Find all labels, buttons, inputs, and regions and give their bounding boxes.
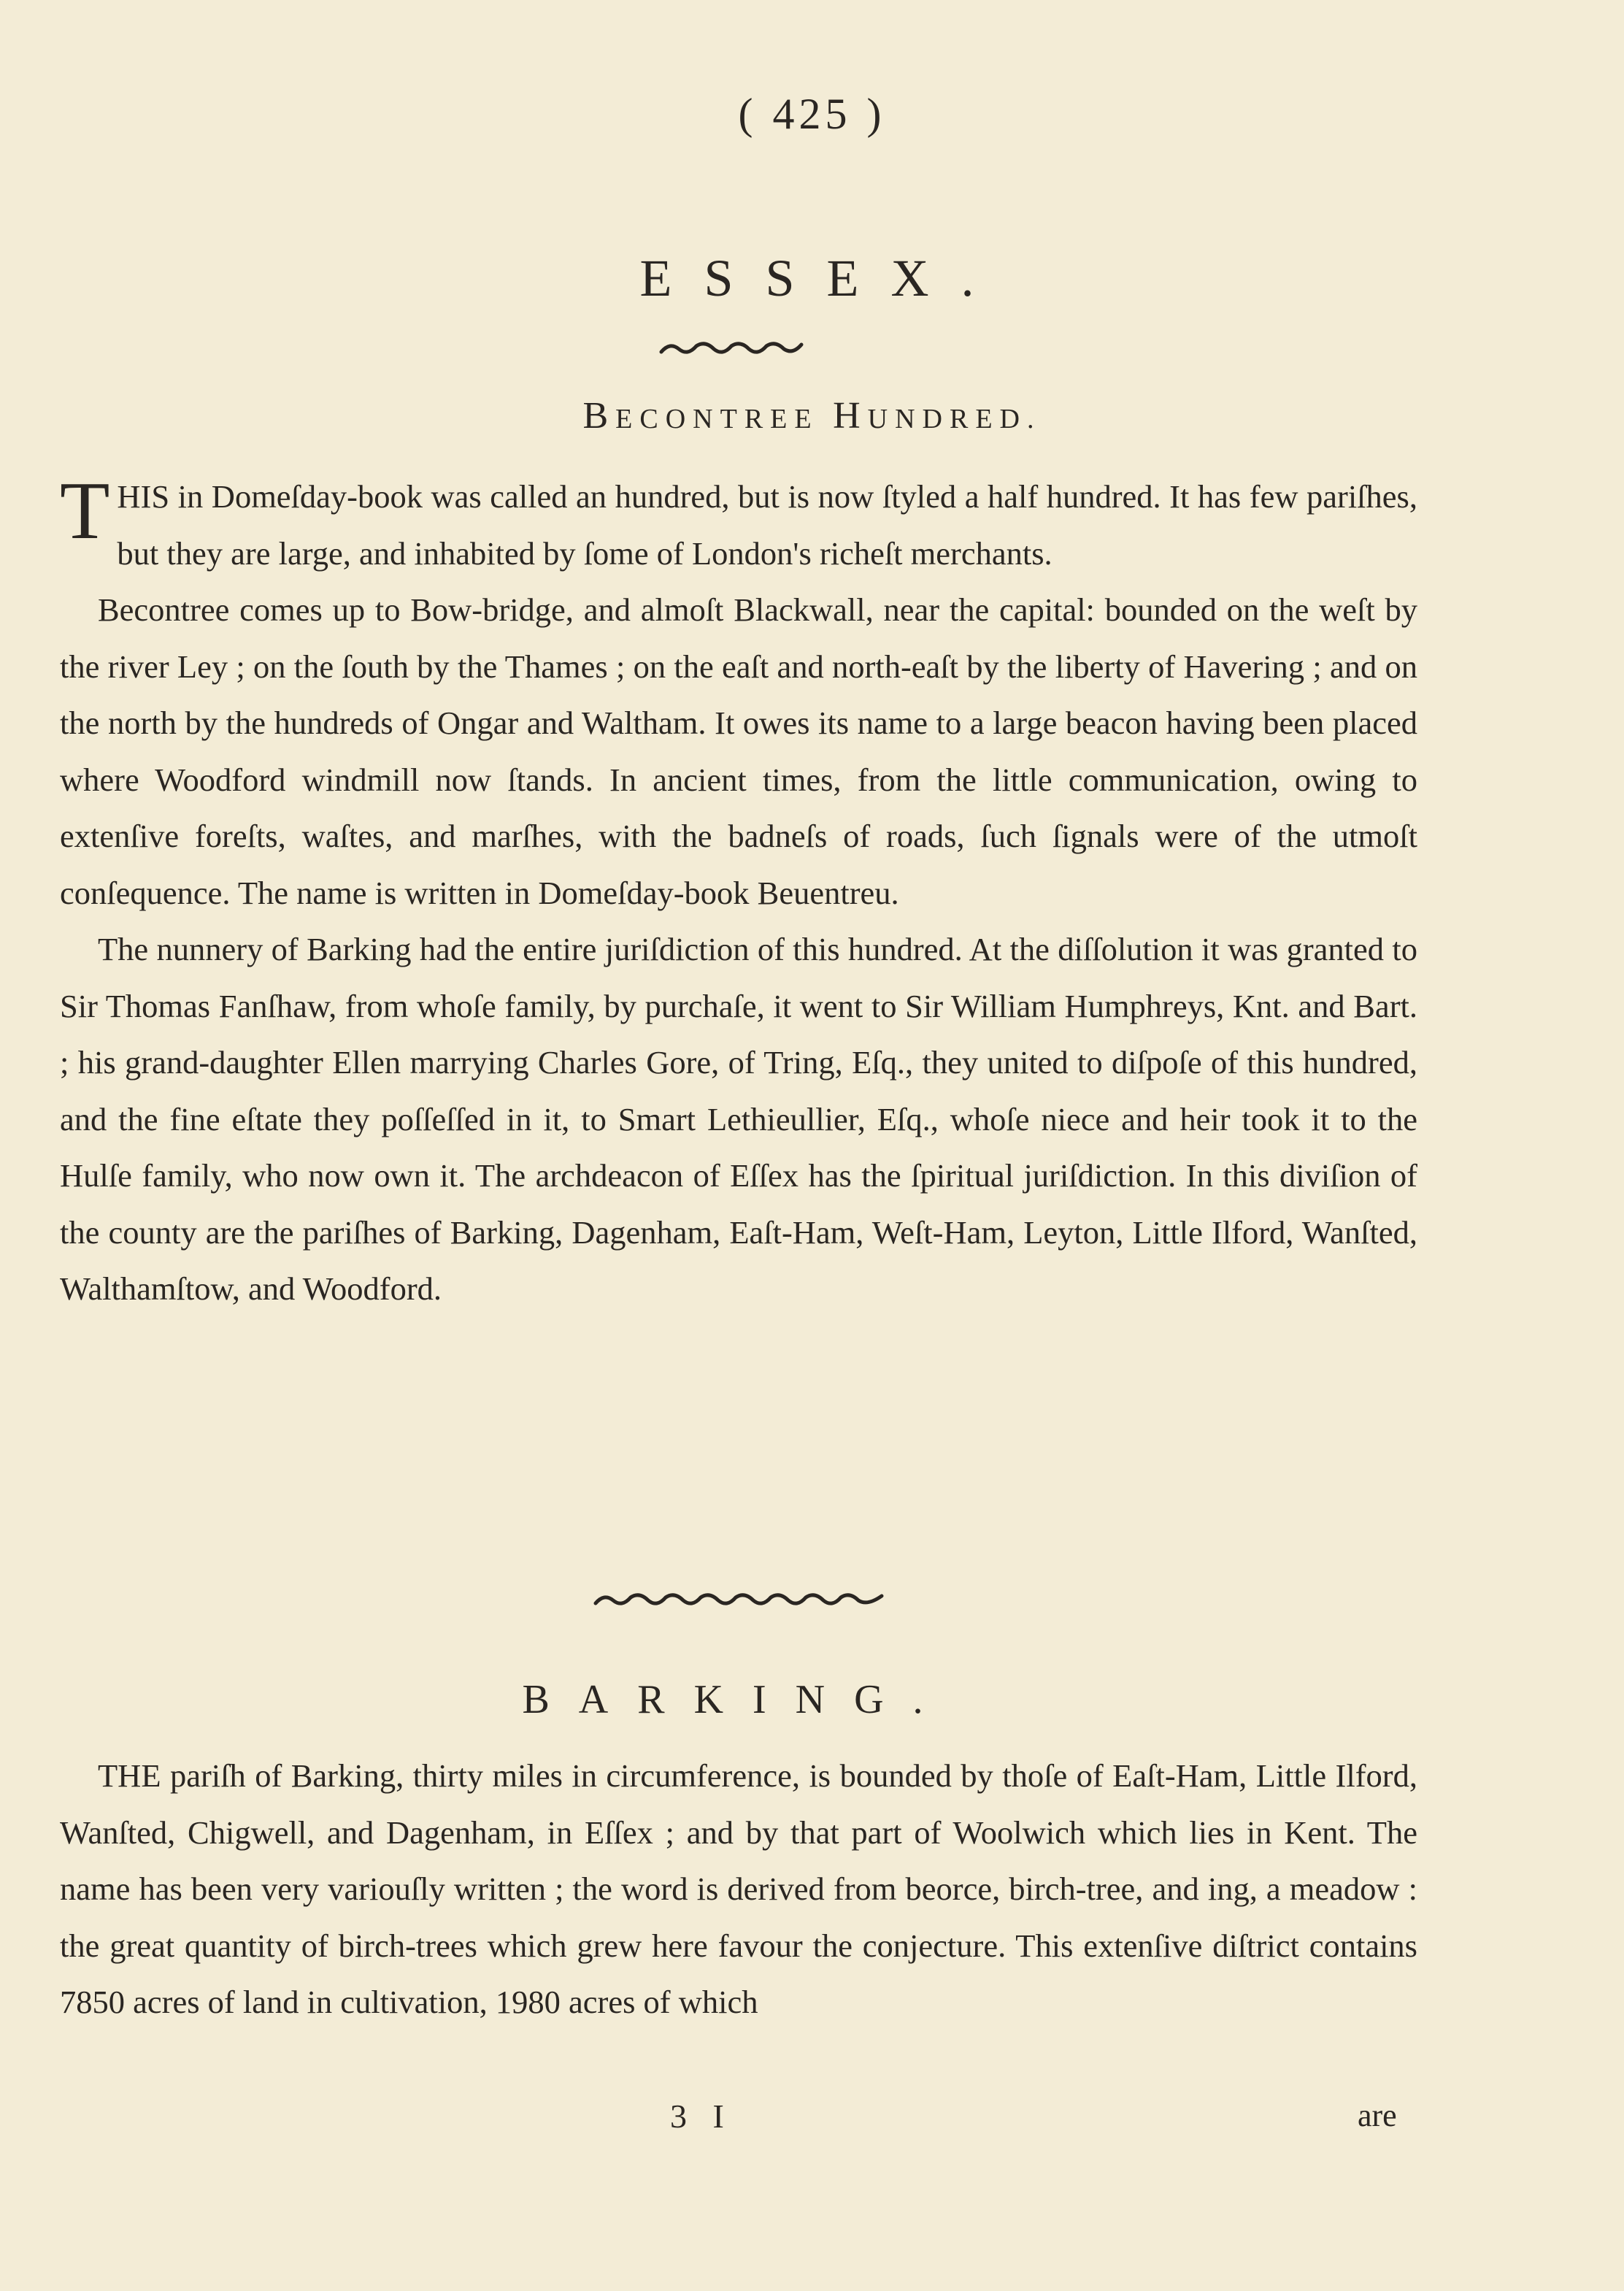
hundred-heading: [0, 394, 1624, 437]
parish-heading: BARKING.: [522, 1677, 953, 1722]
catchword: are: [1358, 2098, 1397, 2133]
hundred-heading-cap-2: H: [833, 395, 868, 437]
paragraph-2: Becontree comes up to Bow-bridge, and almoſt Blackwall, near the capital: bounded on the weſt by the river Ley ; on the ſouth by the Thames ; on the eaſt and north-eaſt by the liberty of Havering ; and on the north by the hundreds of Ongar and Waltham. It owes its name to a large beacon having been placed where Woodford windmill now ſtands. In ancient times, from the little communication, owing to extenſive foreſts, waſtes, and marſhes, with the badneſs of roads, ſuch ſignals were of the utmoſt conſequence. The name is written in Domeſday-book Beuentreu.: [60, 591, 1417, 911]
page-number: ( 425 ): [738, 90, 886, 138]
ornament-rule-middle: [593, 1592, 885, 1609]
ornament-rule-top: [658, 340, 804, 358]
paragraph-1: [60, 466, 1417, 582]
drop-cap: T: [60, 466, 110, 556]
wave-ornament-icon: [658, 340, 804, 358]
hundred-heading-rest-2: UNDRED.: [867, 404, 1042, 434]
section-becontree-text: [60, 466, 1417, 1318]
paragraph-4: THE pariſh of Barking, thirty miles in circumference, is bounded by thoſe of Eaſt-Ham, Little Ilford, Wanſted, Chigwell, and Dagenham, in Eſſex ; and by that part of Woolwich which lies in Kent. The name has been very variouſly written ; the word is derived from beorce, birch-tree, and ing, a meadow : the great quantity of birch-trees which grew here favour the conjecture. This extenſive diſtrict contains 7850 acres of land in cultivation, 1980 acres of which: [60, 1757, 1417, 2020]
county-heading: ESSEX.: [639, 249, 1007, 307]
paragraph-3: The nunnery of Barking had the entire juriſdiction of this hundred. At the diſſolution it was granted to Sir Thomas Fanſhaw, from whoſe family, by purchaſe, it went to Sir William Humphreys, Knt. and Bart. ; his grand-daughter Ellen marrying Charles Gore, of Tring, Eſq., they united to diſpoſe of this hundred, and the fine eſtate they poſſeſſed in it, to Smart Lethieullier, Eſq., whoſe niece and heir took it to the Hulſe family, who now own it. The archdeacon of Eſſex has the ſpiritual juriſdiction. In this diviſion of the county are the pariſhes of Barking, Dagenham, Eaſt-Ham, Weſt-Ham, Leyton, Little Ilford, Wanſted, Walthamſtow, and Woodford.: [60, 931, 1417, 1307]
hundred-heading-cap-1: B: [582, 395, 616, 437]
hundred-heading-rest-1: ECONTREE: [615, 404, 834, 434]
section-barking-text: [60, 1748, 1417, 2031]
paragraph-1-text: HIS in Domeſday-book was called an hundred, but is now ſtyled a half hundred. It has few pariſhes, but they are large, and inhabited by ſome of London's richeſt merchants.: [117, 478, 1417, 572]
wave-ornament-icon: [593, 1592, 885, 1609]
signature-mark: 3 I: [670, 2098, 733, 2135]
